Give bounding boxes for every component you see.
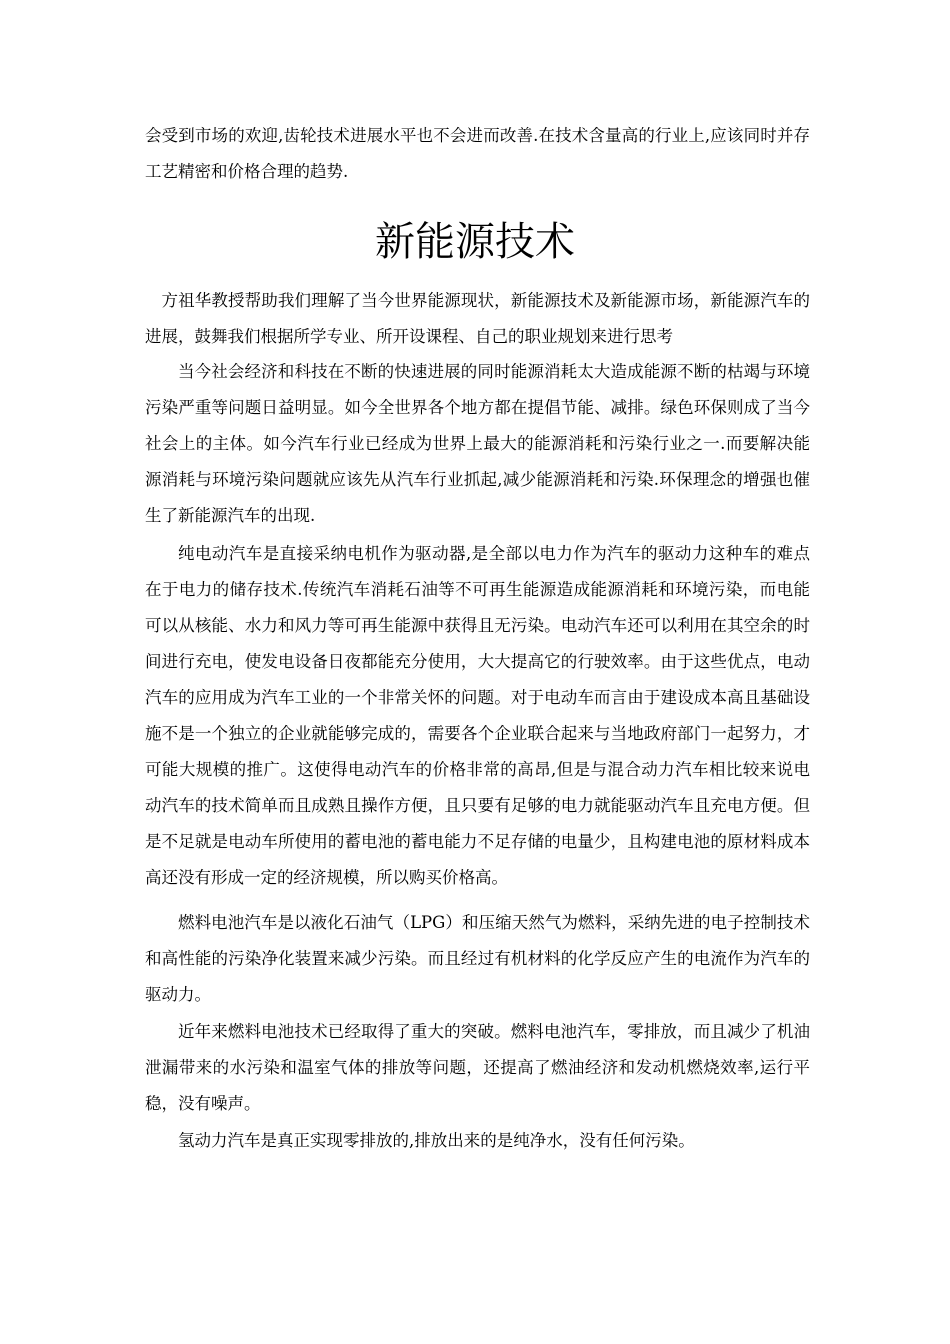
body-paragraph-2: 纯电动汽车是直接采纳电机作为驱动器,是全部以电力作为汽车的驱动力这种车的难点在于电力的储存技术.传统汽车消耗石油等不可再生能源造成能源消耗和环境污染，而电能可以从核能、水力和风力等可再生能源中获得且无污染。电动汽车还可以利用在其空余的时间进行充电，使发电设备日夜都能充分使用，大大提高它的行驶效率。由于这些优点，电动汽车的应用成为汽车工业的一个非常关怀的问题。对于电动车而言由于建设成本高且基础设施不是一个独立的企业就能够完成的，需要各个企业联合起来与当地政府部门一起努力，才可能大规模的推广。这使得电动汽车的价格非常的高昂,但是与混合动力汽车相比较来说电动汽车的技术简单而且成熟且操作方便，且只要有足够的电力就能驱动汽车且充电方便。但是不足就是电动车所使用的蓄电池的蓄电能力不足存储的电量少，且构建电池的原材料成本高还没有形成一定的经济规模，所以购买价格高。 xyxy=(145,544,810,887)
body-paragraph-3: 燃料电池汽车是以液化石油气（LPG）和压缩天然气为燃料，采纳先进的电子控制技术和高性能的污染净化装置来减少污染。而且经过有机材料的化学反应产生的电流作为汽车的驱动力。 xyxy=(145,913,810,1004)
body-paragraph-1: 当今社会经济和科技在不断的快速进展的同时能源消耗太大造成能源不断的枯竭与环境污染严重等问题日益明显。如今全世界各个地方都在提倡节能、减排。绿色环保则成了当今社会上的主体。如今汽车行业已经成为世界上最大的能源消耗和污染行业之一.而要解决能源消耗与环境污染问题就应该先从汽车行业抓起,减少能源消耗和污染.环保理念的增强也催生了新能源汽车的出现. xyxy=(145,362,810,525)
body-paragraph-4: 近年来燃料电池技术已经取得了重大的突破。燃料电池汽车，零排放，而且减少了机油泄漏带来的水污染和温室气体的排放等问题，还提高了燃油经济和发动机燃烧效率,运行平稳，没有噪声。 xyxy=(145,1022,810,1113)
page-title: 新能源技术 xyxy=(375,219,575,265)
body-paragraph-5: 氢动力汽车是真正实现零排放的,排放出来的是纯净水，没有任何污染。 xyxy=(178,1131,695,1150)
continuation-paragraph: 会受到市场的欢迎,齿轮技术进展水平也不会进而改善.在技术含量高的行业上,应该同时并存工艺精密和价格合理的趋势. xyxy=(145,126,810,181)
intro-paragraph: 方祖华教授帮助我们理解了当今世界能源现状，新能源技术及新能源市场，新能源汽车的进展，鼓舞我们根据所学专业、所开设课程、自己的职业规划来进行思考 xyxy=(145,291,810,346)
